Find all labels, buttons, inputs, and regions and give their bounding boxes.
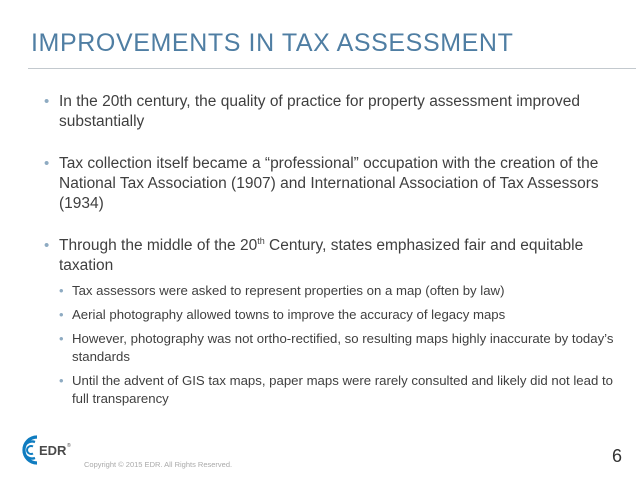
sub-bullet-item [44, 372, 614, 408]
page-number: 6 [612, 446, 623, 466]
bullet-text: In the 20th century, the quality of practice for property assessment improved substantially [59, 93, 580, 130]
superscript-th: th [257, 236, 265, 246]
bullet-marker: • [44, 237, 50, 254]
edr-logo-mark [24, 437, 37, 463]
sub-bullet-marker: • [59, 331, 64, 346]
logo-registered-mark: ® [67, 443, 71, 449]
sub-bullet-marker: • [59, 373, 64, 388]
bullet-text-part: Through the middle of the 20 [59, 237, 258, 254]
bullet-item [44, 236, 614, 276]
bullet-text [59, 237, 583, 274]
slide-title: IMPROVEMENTS IN TAX ASSESSMENT [31, 29, 514, 57]
sub-bullet-item [44, 330, 614, 366]
sub-bullet-text: Aerial photography allowed towns to improve the accuracy of legacy maps [72, 307, 506, 322]
bullet-text-part: Century, states emphasized fair and equitable taxation [59, 237, 584, 274]
bullet-marker: • [44, 155, 50, 172]
sub-bullet-marker: • [59, 283, 64, 298]
copyright-text: Copyright © 2015 EDR. All Rights Reserved. [84, 460, 233, 469]
sub-bullet-text: However, photography was not ortho-rectified, so resulting maps highly inaccurate by today’s standards [72, 331, 614, 364]
sub-bullet-text: Until the advent of GIS tax maps, paper maps were rarely consulted and likely did not lead to full transparency [72, 373, 613, 406]
sub-bullet-marker: • [59, 307, 64, 322]
bullet-marker: • [44, 93, 50, 110]
bullet-item [44, 154, 614, 214]
sub-bullet-text: Tax assessors were asked to represent properties on a map (often by law) [72, 283, 505, 298]
sub-bullet-item [44, 306, 614, 324]
title-divider [28, 68, 636, 69]
edr-logo [12, 430, 82, 470]
bullet-item [44, 92, 614, 132]
logo-text: EDR [39, 443, 67, 458]
bullet-text: Tax collection itself became a “professional” occupation with the creation of the National Tax Association (1907) and International Association of Tax Assessors (1934) [59, 155, 599, 212]
slide-body [44, 92, 614, 408]
sub-bullet-item [44, 282, 614, 300]
